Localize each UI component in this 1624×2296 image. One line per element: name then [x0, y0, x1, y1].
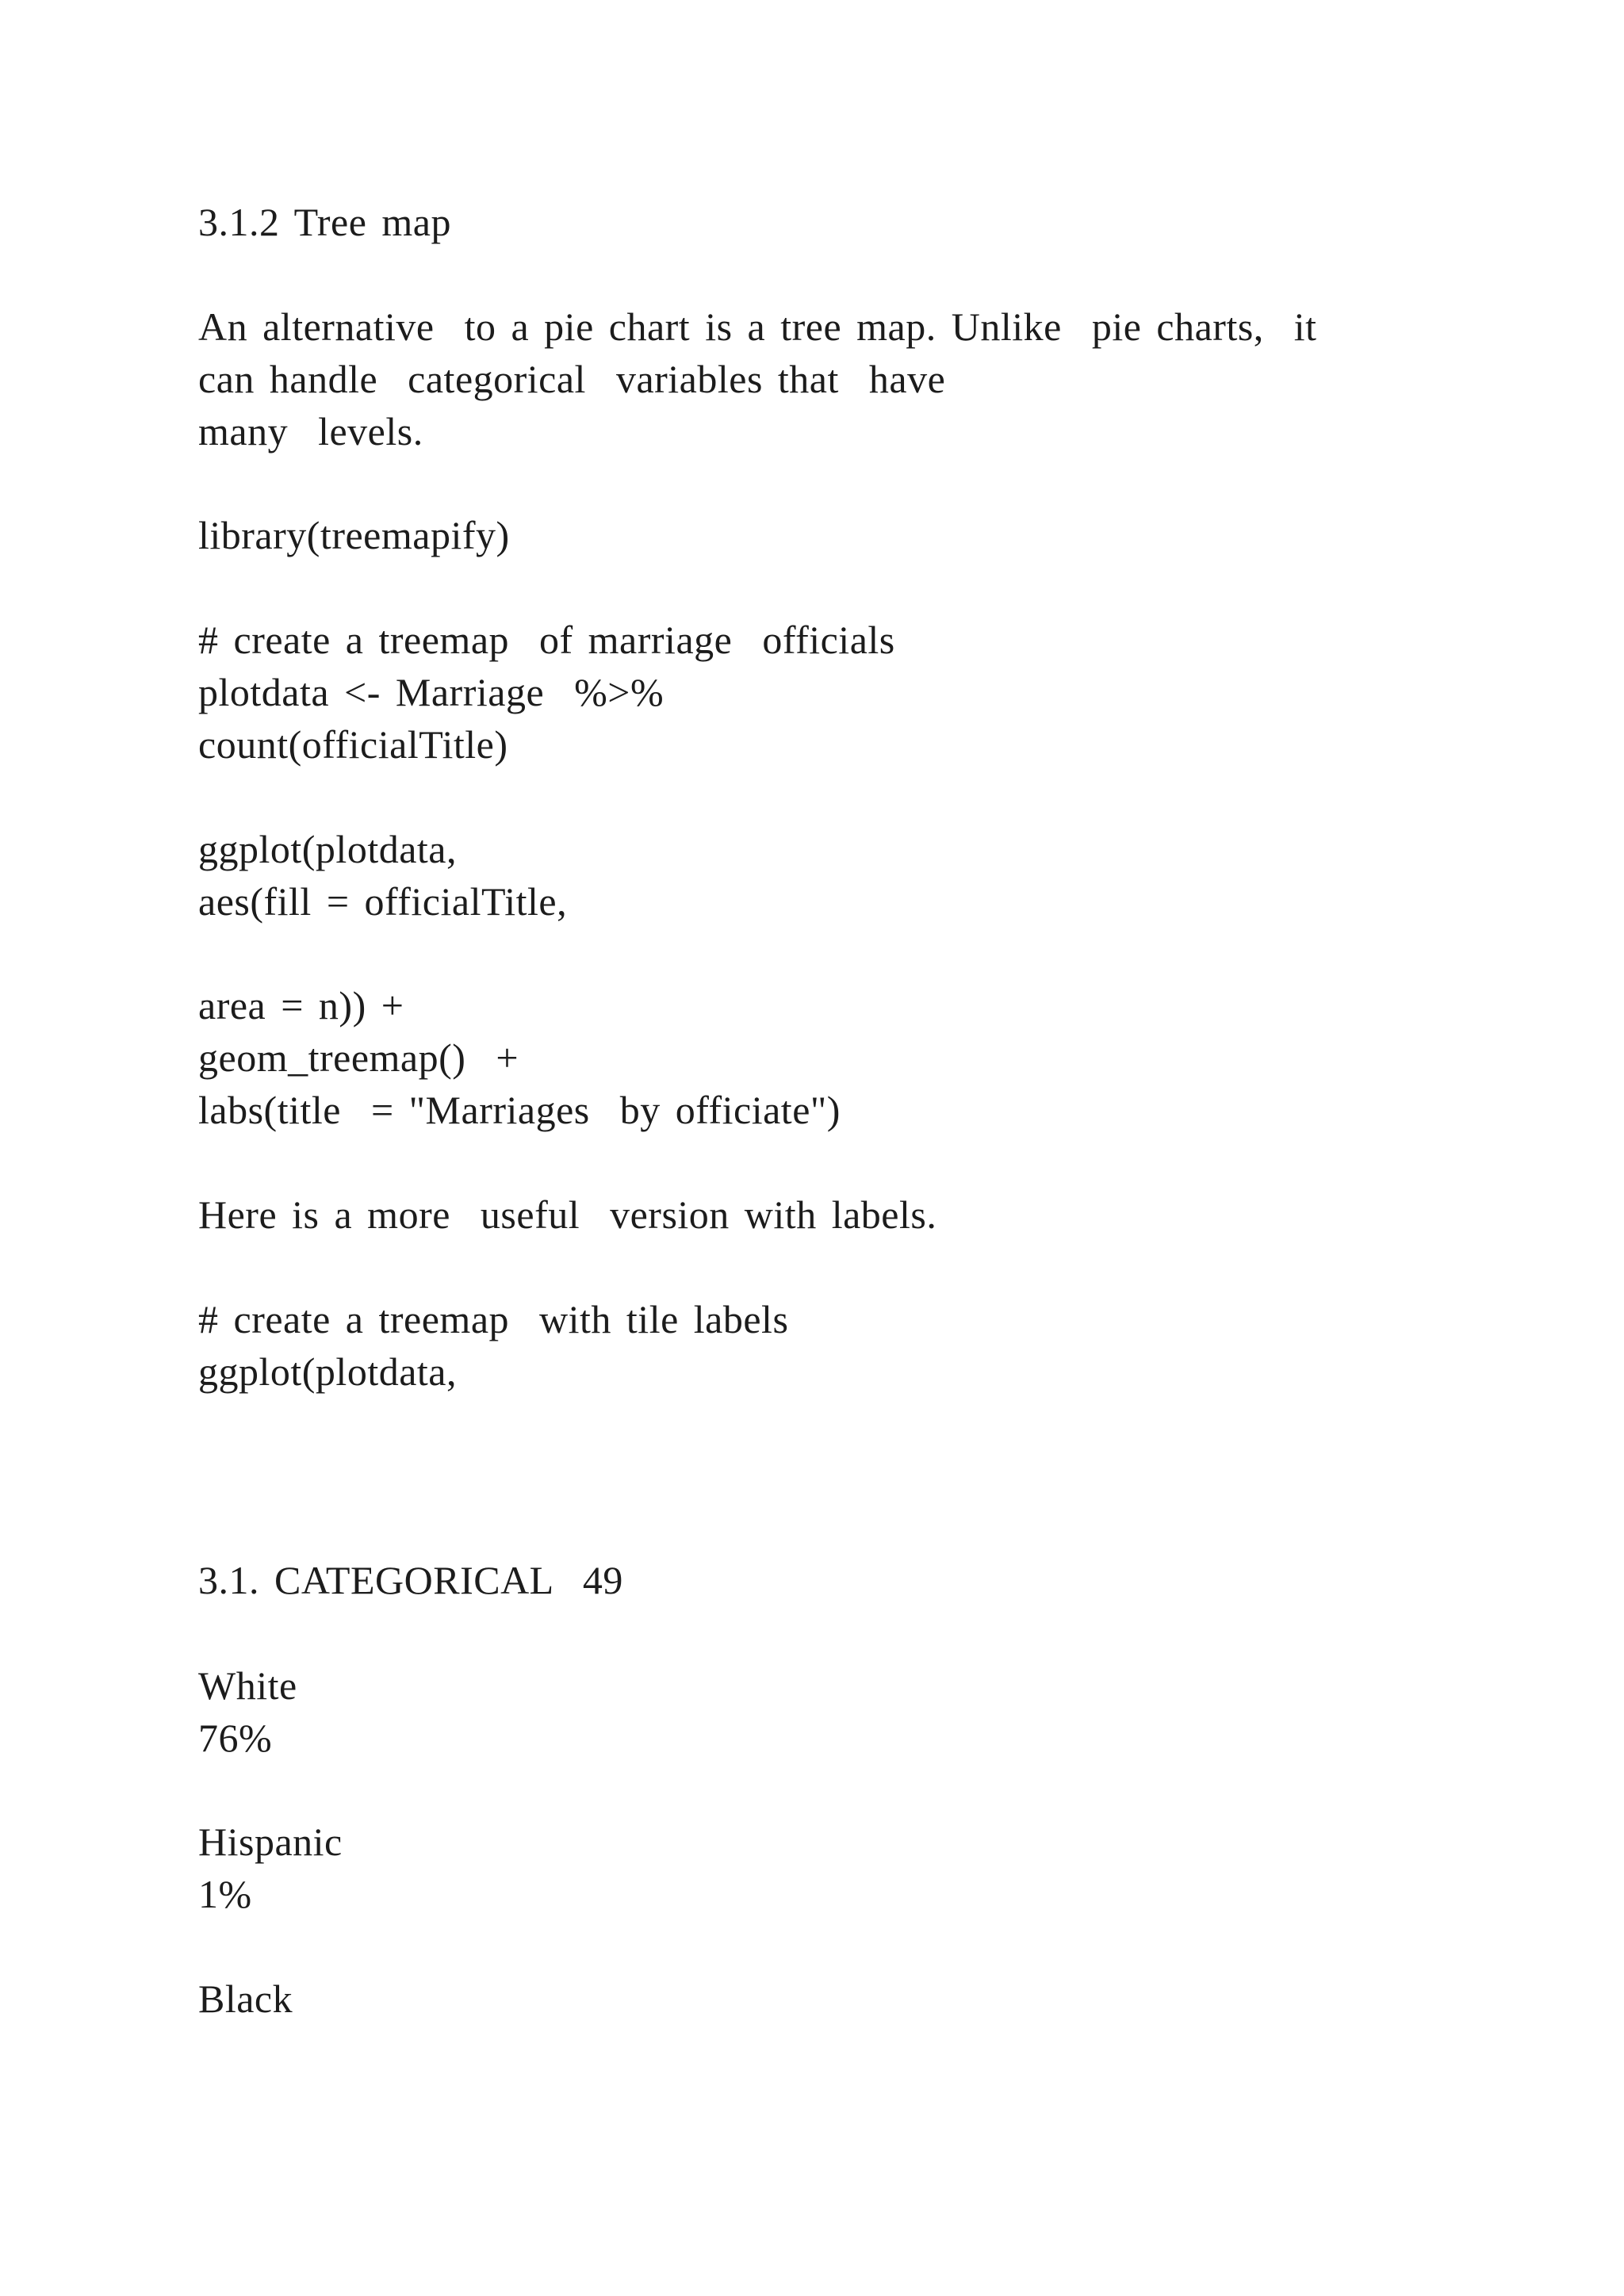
code-ggplot-line: ggplot(plotdata, [198, 827, 457, 871]
intro-line-1: An alternative to a pie chart is a tree map. Unlike pie charts, it [198, 304, 1317, 349]
chart-label-hispanic-name: Hispanic [198, 1820, 343, 1864]
chart-label-hispanic-value: 1% [198, 1872, 252, 1916]
code-count-line: count(officialTitle) [198, 722, 508, 767]
code-labs-line: labs(title = "Marriages by officiate") [198, 1088, 841, 1132]
code-comment-line: # create a treemap of marriage officials [198, 618, 895, 662]
code-library-line: library(treemapify) [198, 513, 510, 557]
intro-line-2: can handle categorical variables that have [198, 357, 946, 401]
section-heading: 3.1.2 Tree map [198, 200, 451, 244]
transition-text: Here is a more useful version with labels. [198, 1192, 937, 1237]
code-aes-line: aes(fill = officialTitle, [198, 879, 568, 924]
chart-label-white-value: 76% [198, 1716, 273, 1760]
chart-label-black-name: Black [198, 1976, 293, 2021]
code-area-line: area = n)) + [198, 983, 404, 1027]
running-header: 3.1. CATEGORICAL 49 [198, 1558, 623, 1602]
chart-label-white-name: White [198, 1663, 297, 1708]
code-plotdata-line: plotdata <- Marriage %>% [198, 670, 665, 714]
code-comment-labels-line: # create a treemap with tile labels [198, 1297, 789, 1341]
intro-line-3: many levels. [198, 409, 423, 453]
code-geom-line: geom_treemap() + [198, 1035, 519, 1080]
code-ggplot-labels-line: ggplot(plotdata, [198, 1349, 457, 1394]
